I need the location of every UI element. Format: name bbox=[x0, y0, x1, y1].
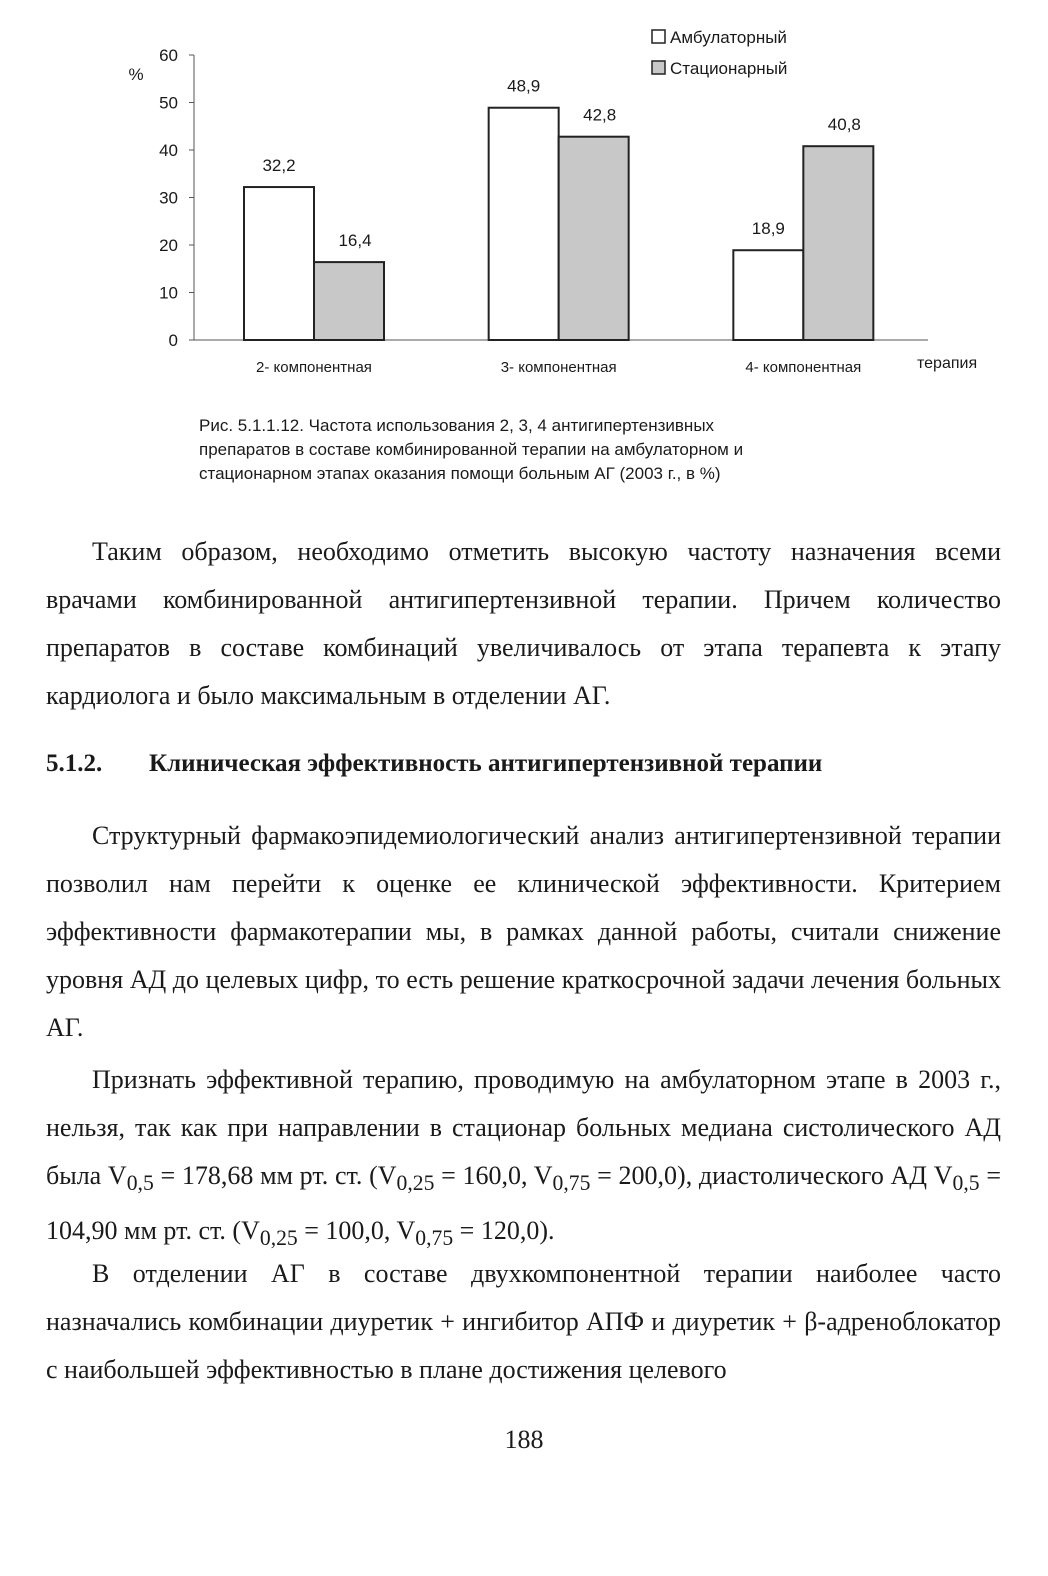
section-title: Клиническая эффективность антигипертензивной терапии bbox=[149, 750, 823, 777]
caption-line: препаратов в составе комбинированной терапии на амбулаторном и bbox=[199, 440, 744, 459]
bar bbox=[803, 146, 873, 340]
bar bbox=[244, 187, 314, 340]
legend-label-ambulatory: Амбулаторный bbox=[670, 28, 787, 47]
legend-swatch-inpatient bbox=[652, 61, 665, 74]
paragraph-department bbox=[46, 1250, 1001, 1394]
bar bbox=[733, 250, 803, 340]
bar bbox=[314, 262, 384, 340]
y-tick-label: 20 bbox=[159, 236, 178, 255]
figure-caption bbox=[199, 414, 849, 486]
paragraph-text: Структурный фармакоэпидемиологический анализ антигипертензивной терапии позволил нам перейти к оценке ее клинической эффективности. Критерием эффективности фармакотерапии мы, в рамках данной работы, считали снижение уровня АД до целевых цифр, то есть решение краткосрочной задачи лечения больных АГ. bbox=[46, 821, 1001, 1042]
paragraph-ambulatory bbox=[46, 1056, 1001, 1262]
y-tick-label: 60 bbox=[159, 46, 178, 65]
legend-label-inpatient: Стационарный bbox=[670, 59, 788, 78]
x-axis-label: терапия bbox=[917, 355, 978, 372]
caption-line: стационарном этапах оказания помощи больным АГ (2003 г., в %) bbox=[199, 464, 721, 483]
data-label: 32,2 bbox=[262, 156, 296, 176]
data-label: 48,9 bbox=[507, 76, 541, 96]
y-tick-label: 40 bbox=[159, 141, 178, 160]
y-tick-label: 10 bbox=[159, 283, 178, 303]
x-tick-label: 3- компонентная bbox=[500, 359, 617, 376]
page-number: 188 bbox=[504, 1425, 544, 1454]
paragraph-text: Таким образом, необходимо отметить высокую частоту назначения всеми врачами комбинированной антигипертензивной терапии. Причем количество препаратов в составе комбинаций увеличивалось от этапа терапевта к этапу кардиолога и было максимальным в отделении АГ. bbox=[46, 537, 1001, 710]
data-label: 40,8 bbox=[827, 115, 861, 135]
y-tick-label: 30 bbox=[159, 188, 178, 208]
x-tick-label: 2- компонентная bbox=[256, 359, 372, 376]
paragraph-conclusion bbox=[46, 528, 1001, 720]
section-number: 5.1.2. bbox=[46, 750, 103, 777]
paragraph-text: В отделении АГ в составе двухкомпонентной терапии наиболее часто назначались комбинации диуретик + ингибитор АПФ и диуретик + β-адреноблокатор с наибольшей эффективностью в плане достижения целевого bbox=[46, 1259, 1001, 1384]
section-heading bbox=[46, 740, 1001, 788]
paragraph-text: Признать эффективной терапию, проводимую на амбулаторном этапе в 2003 г., нельзя, так как при направлении в стационар больных медиана систолического АД была $V_{0,5} = 178,68$ мм рт. ст. ($V_{0,25} = 160,0$, $V_{0,75} = 200,0$), диастолического АД $V_{0,5} = 104,90$ мм рт. ст. ($V_{0,25} = 100,0$, $V_{0,75} = 120,0$). bbox=[46, 1065, 1001, 1251]
y-tick-label: 0 bbox=[168, 331, 178, 350]
legend-swatch-ambulatory bbox=[652, 30, 665, 43]
paragraph-analysis bbox=[46, 812, 1001, 1052]
y-axis-label: % bbox=[128, 65, 144, 84]
bar bbox=[489, 108, 559, 340]
caption-line: Рис. 5.1.1.12. Частота использования 2, 3, 4 антигипертензивных bbox=[199, 416, 715, 435]
data-label: 16,4 bbox=[338, 231, 372, 251]
y-tick-label: 50 bbox=[159, 93, 178, 113]
legend bbox=[652, 28, 787, 78]
data-label: 18,9 bbox=[751, 219, 785, 239]
x-tick-label: 4- компонентная bbox=[745, 359, 862, 376]
bar bbox=[559, 137, 629, 340]
data-label: 42,8 bbox=[583, 105, 617, 125]
